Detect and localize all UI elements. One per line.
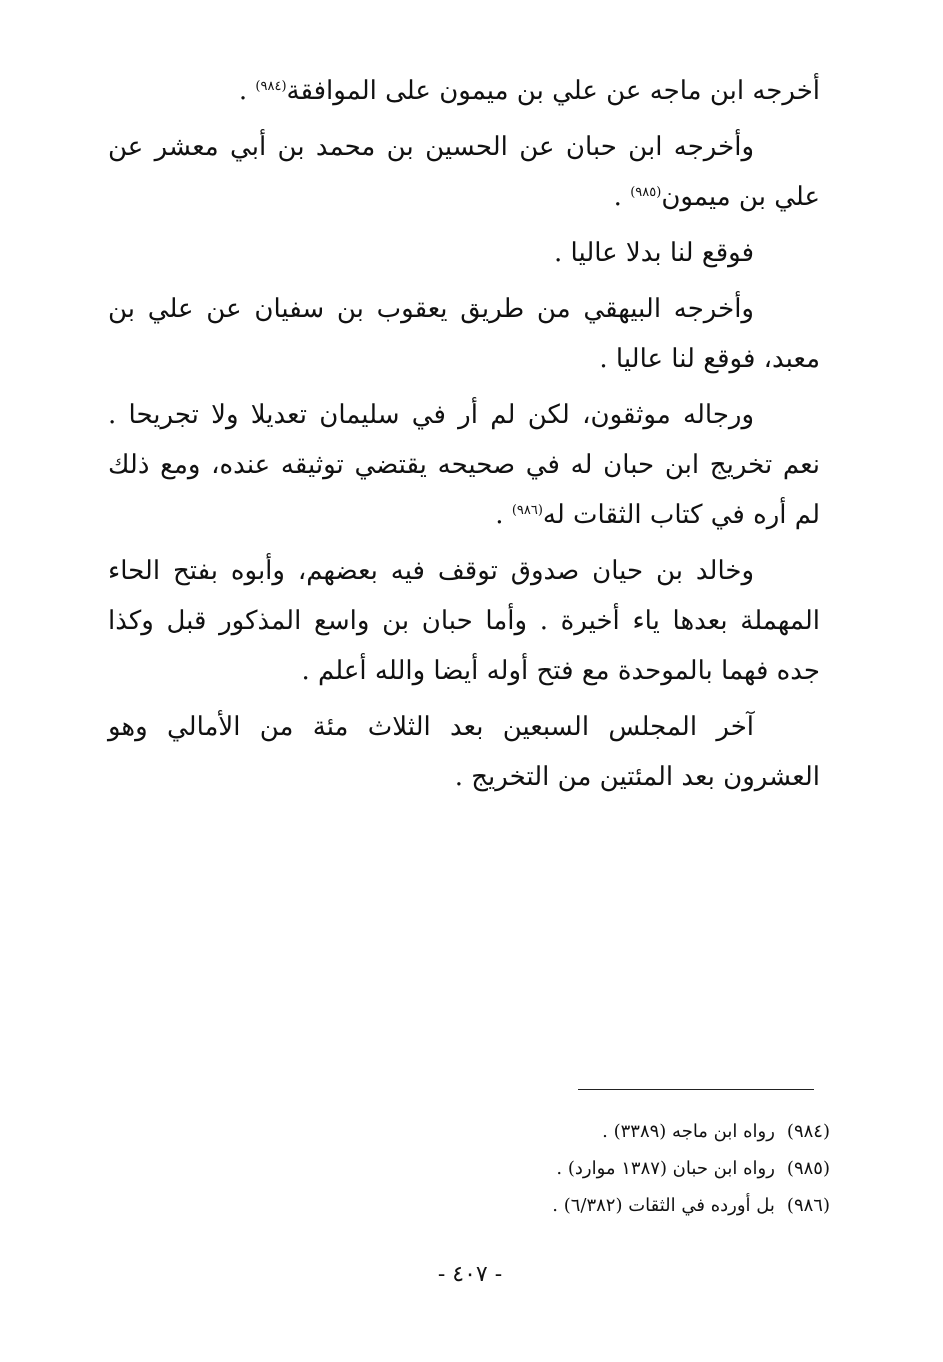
paragraph <box>108 284 820 384</box>
footnote-text: بل أورده في الثقات (٦/٣٨٢) . <box>552 1195 775 1216</box>
paragraph <box>108 66 820 116</box>
footnote-item <box>300 1113 830 1150</box>
footnote-separator <box>578 1089 814 1090</box>
paragraph-tail: . <box>613 182 631 212</box>
footnote-number: (٩٨٦) <box>786 1195 830 1216</box>
footnote-number: (٩٨٥) <box>786 1158 830 1179</box>
footnotes <box>300 1113 830 1224</box>
paragraph <box>108 228 820 278</box>
paragraph-text: وخالد بن حيان صدوق توقف فيه بعضهم، وأبوه بفتح الحاء المهملة بعدها ياء أخيرة . وأما حبان بن واسع المذكور قبل وكذا جده فهما بالموحدة مع فتح أوله أيضا والله أعلم . <box>108 556 820 686</box>
paragraph-tail: . <box>495 500 512 530</box>
paragraph <box>108 122 820 222</box>
footnote-item <box>300 1187 830 1224</box>
paragraph <box>108 702 820 802</box>
footnote-marker: (٩٨٦) <box>511 503 543 518</box>
footnote-text: رواه ابن ماجه (٣٣٨٩) . <box>602 1121 775 1142</box>
paragraph <box>108 390 820 540</box>
main-text <box>108 66 820 808</box>
paragraph <box>108 546 820 696</box>
paragraph-text: وأخرجه ابن حبان عن الحسين بن محمد بن أبي معشر عن علي بن ميمون <box>108 132 820 212</box>
footnote-text: رواه ابن حبان (١٣٨٧ موارد) . <box>556 1158 775 1179</box>
footnote-marker: (٩٨٥) <box>630 185 662 200</box>
page-number: - ٤٠٧ - <box>437 1262 503 1287</box>
paragraph-text: أخرجه ابن ماجه عن علي بن ميمون على الموافقة <box>286 76 820 106</box>
paragraph-text: فوقع لنا بدلا عاليا . <box>554 238 754 268</box>
paragraph-text: وأخرجه البيهقي من طريق يعقوب بن سفيان عن علي بن معبد، فوقع لنا عاليا . <box>108 294 820 374</box>
footnote-marker: (٩٨٤) <box>255 79 287 94</box>
footnote-number: (٩٨٤) <box>786 1121 830 1142</box>
footnote-item <box>300 1150 830 1187</box>
paragraph-text: ورجاله موثقون، لكن لم أر في سليمان تعديلا ولا تجريحا . نعم تخريج ابن حبان له في صحيحه يقتضي توثيقه عنده، ومع ذلك لم أره في كتاب الثقات له <box>108 400 820 530</box>
paragraph-text: آخر المجلس السبعين بعد الثلاث مئة من الأمالي وهو العشرون بعد المئتين من التخريج . <box>108 712 820 792</box>
paragraph-tail: . <box>238 76 256 106</box>
